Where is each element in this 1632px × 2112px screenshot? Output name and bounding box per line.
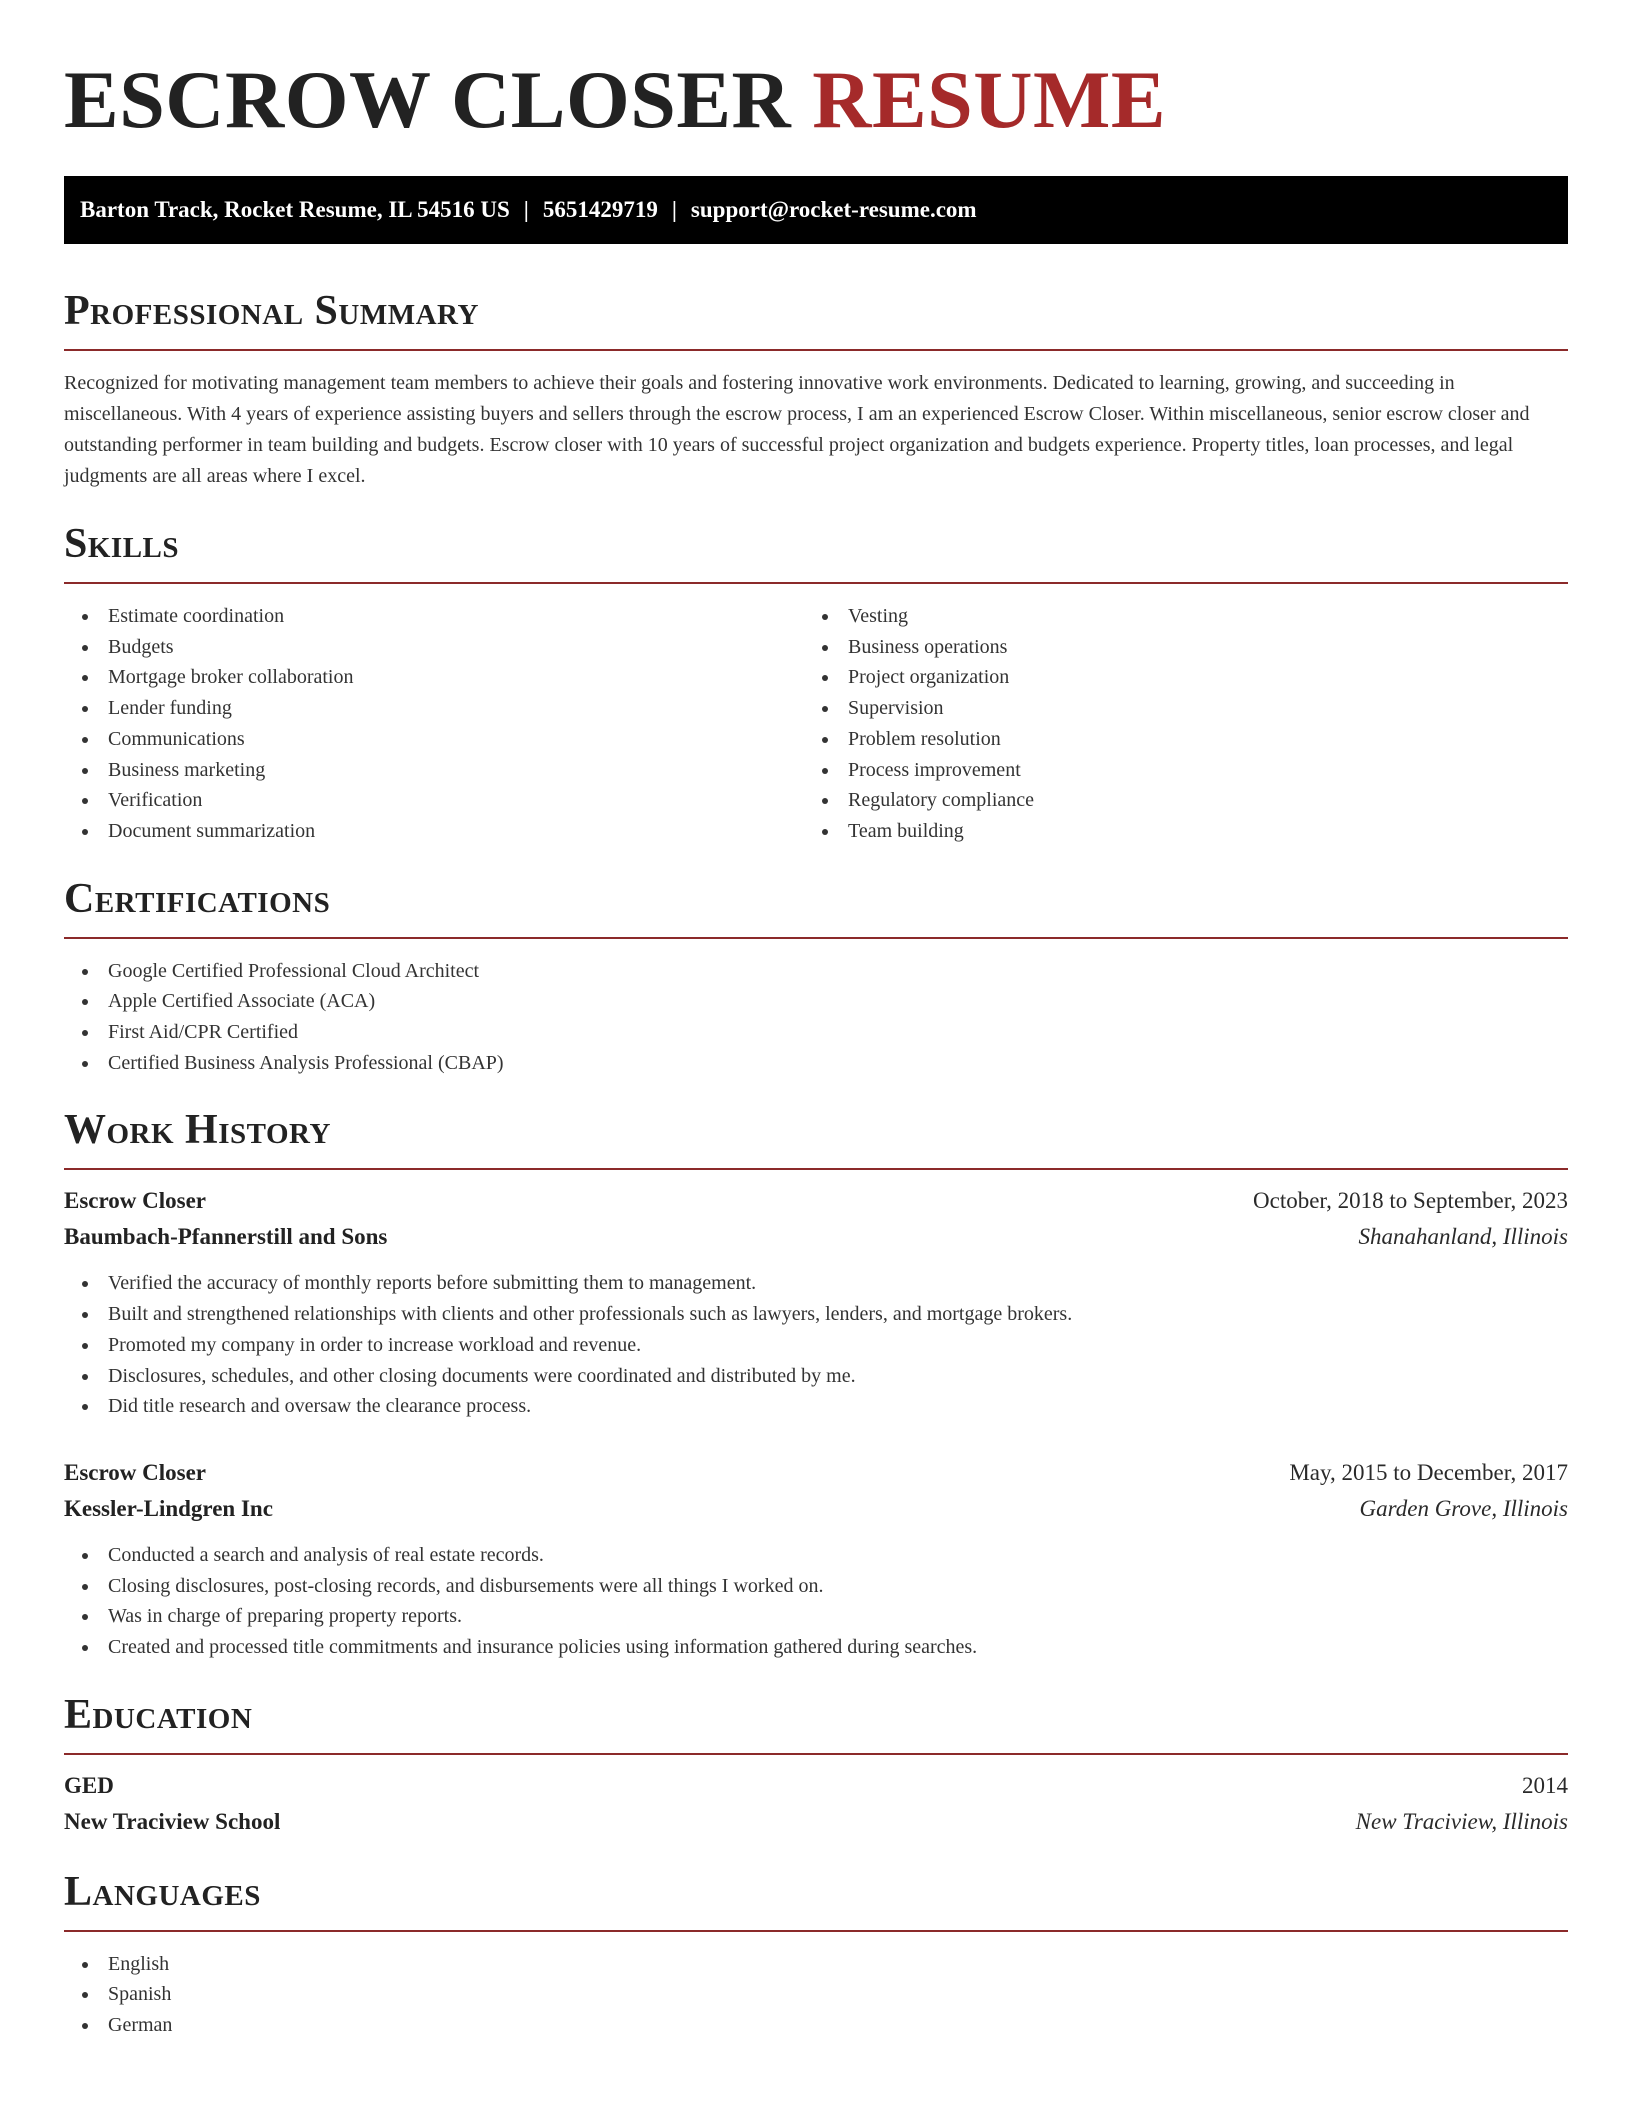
job-dates: October, 2018 to September, 2023 xyxy=(1253,1188,1568,1214)
summary-section xyxy=(64,286,1568,492)
language-item: Spanish xyxy=(64,1979,1568,2010)
skill-item: Vesting xyxy=(804,601,1544,632)
education-section xyxy=(64,1690,1568,1840)
education-degree: GED xyxy=(64,1772,114,1798)
resume-title xyxy=(64,54,1568,145)
skills-section xyxy=(64,519,1568,847)
section-divider xyxy=(64,582,1568,584)
skill-item: Process improvement xyxy=(804,755,1544,786)
job-bullet: Disclosures, schedules, and other closing documents were coordinated and distributed by me. xyxy=(64,1361,1568,1392)
title-main: ESCROW CLOSER xyxy=(64,54,792,145)
skill-item: Budgets xyxy=(64,632,804,663)
certifications-list xyxy=(64,956,1568,1079)
skill-item: Project organization xyxy=(804,662,1544,693)
language-item: German xyxy=(64,2010,1568,2041)
contact-separator: | xyxy=(523,197,529,222)
section-heading: Professional Summary xyxy=(64,288,479,334)
skills-right-list xyxy=(804,601,1544,847)
skills-columns xyxy=(64,601,1568,847)
job-bullets xyxy=(64,1540,1568,1663)
section-heading: Skills xyxy=(64,521,180,567)
skill-item: Problem resolution xyxy=(804,724,1544,755)
job-bullet: Built and strengthened relationships with clients and other professionals such as lawyers, lenders, and mortgage brokers. xyxy=(64,1299,1568,1330)
section-heading: Certifications xyxy=(64,875,331,922)
work-history-section xyxy=(64,1105,1568,1662)
section-heading: Education xyxy=(64,1691,253,1738)
skills-left-list xyxy=(64,601,804,847)
skill-item: Estimate coordination xyxy=(64,601,804,632)
job-title: Escrow Closer xyxy=(64,1459,207,1485)
resume-page xyxy=(64,0,1568,2041)
languages-section xyxy=(64,1867,1568,2041)
contact-bar xyxy=(64,176,1568,244)
title-accent: RESUME xyxy=(812,54,1167,145)
education-location: New Traciview, Illinois xyxy=(1355,1808,1568,1834)
skill-item: Verification xyxy=(64,785,804,816)
certification-item: Apple Certified Associate (ACA) xyxy=(64,986,1568,1017)
job-bullet: Was in charge of preparing property reports. xyxy=(64,1601,1568,1632)
contact-email[interactable]: support@rocket-resume.com xyxy=(690,197,977,222)
certification-item: Google Certified Professional Cloud Architect xyxy=(64,956,1568,987)
section-divider xyxy=(64,1930,1568,1932)
section-divider xyxy=(64,1168,1568,1170)
section-heading: Languages xyxy=(64,1868,261,1915)
section-divider xyxy=(64,349,1568,351)
education-entry xyxy=(64,1768,1568,1840)
job-company-row xyxy=(64,1491,1568,1527)
education-year: 2014 xyxy=(1522,1772,1568,1798)
skill-item: Document summarization xyxy=(64,816,804,847)
section-divider xyxy=(64,1753,1568,1755)
skill-item: Business operations xyxy=(804,632,1544,663)
job-entry xyxy=(64,1183,1568,1422)
job-company: Baumbach-Pfannerstill and Sons xyxy=(64,1224,388,1250)
job-location: Garden Grove, Illinois xyxy=(1359,1495,1568,1521)
languages-list xyxy=(64,1949,1568,2041)
summary-text: Recognized for motivating management team members to achieve their goals and fostering innovative work environments. Dedicated to learning, growing, and succeeding in miscellaneous. With 4 years of experience assisting buyers and sellers through the escrow process, I am an experienced Escrow Closer. Within miscellaneous, senior escrow closer and outstanding performer in team building and budgets. Escrow closer with 10 years of successful project organization and budgets experience. Property titles, loan processes, and legal judgments are all areas where I excel. xyxy=(64,372,1530,487)
job-header-row xyxy=(64,1455,1568,1491)
section-divider xyxy=(64,937,1568,939)
job-bullets xyxy=(64,1268,1568,1422)
skill-item: Regulatory compliance xyxy=(804,785,1544,816)
skill-item: Mortgage broker collaboration xyxy=(64,662,804,693)
job-bullet: Closing disclosures, post-closing records, and disbursements were all things I worked on. xyxy=(64,1571,1568,1602)
education-school-row xyxy=(64,1804,1568,1840)
job-bullet: Verified the accuracy of monthly reports before submitting them to management. xyxy=(64,1268,1568,1299)
job-bullet: Did title research and oversaw the clearance process. xyxy=(64,1391,1568,1422)
certifications-section xyxy=(64,874,1568,1079)
job-company-row xyxy=(64,1219,1568,1255)
certification-item: First Aid/CPR Certified xyxy=(64,1017,1568,1048)
job-title: Escrow Closer xyxy=(64,1188,207,1214)
education-degree-row xyxy=(64,1768,1568,1804)
language-item: English xyxy=(64,1949,1568,1980)
job-bullet: Created and processed title commitments and insurance policies using information gathered during searches. xyxy=(64,1632,1568,1663)
section-heading: Work History xyxy=(64,1107,331,1154)
job-location: Shanahanland, Illinois xyxy=(1358,1224,1568,1250)
contact-separator: | xyxy=(671,197,677,222)
job-header-row xyxy=(64,1183,1568,1219)
skill-item: Supervision xyxy=(804,693,1544,724)
skill-item: Communications xyxy=(64,724,804,755)
education-school: New Traciview School xyxy=(64,1808,281,1834)
skill-item: Team building xyxy=(804,816,1544,847)
job-bullet: Promoted my company in order to increase workload and revenue. xyxy=(64,1330,1568,1361)
job-bullet: Conducted a search and analysis of real estate records. xyxy=(64,1540,1568,1571)
certification-item: Certified Business Analysis Professional (CBAP) xyxy=(64,1048,1568,1079)
job-company: Kessler-Lindgren Inc xyxy=(64,1495,273,1521)
skill-item: Business marketing xyxy=(64,755,804,786)
job-dates: May, 2015 to December, 2017 xyxy=(1289,1459,1568,1485)
contact-address: Barton Track, Rocket Resume, IL 54516 US xyxy=(80,197,510,222)
job-entry xyxy=(64,1455,1568,1663)
skill-item: Lender funding xyxy=(64,693,804,724)
contact-phone: 5651429719 xyxy=(542,197,658,222)
